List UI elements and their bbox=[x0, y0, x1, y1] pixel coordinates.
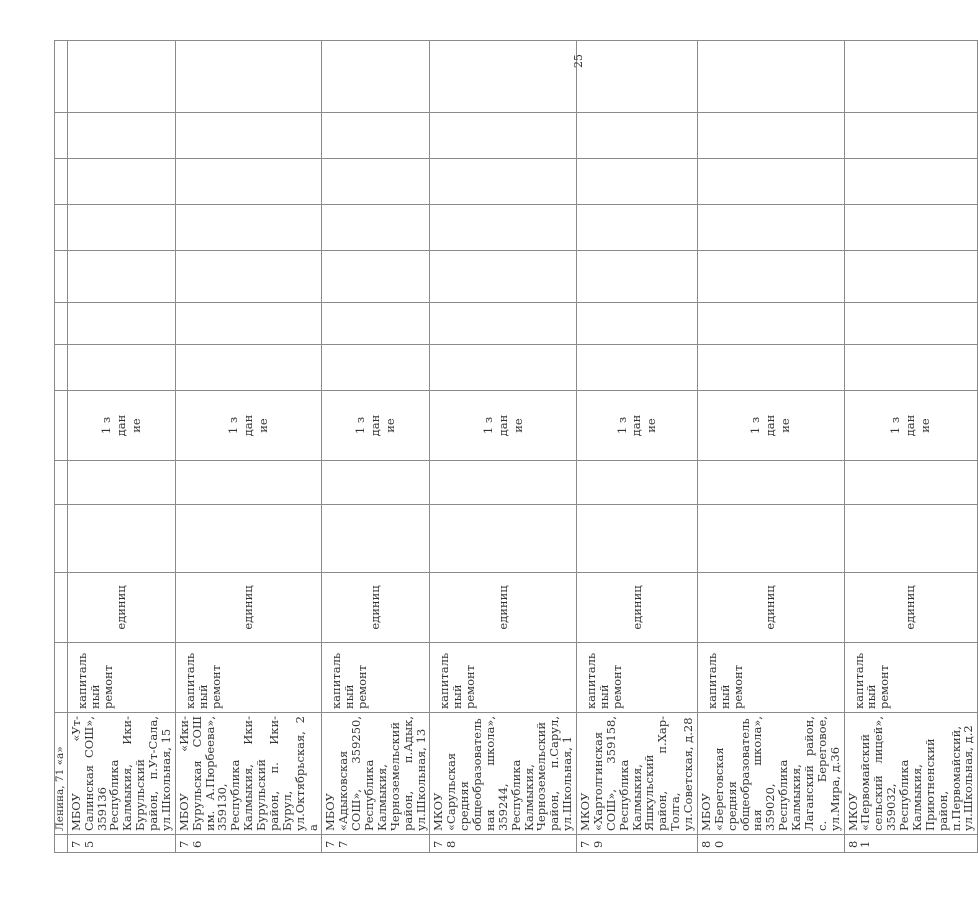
unit-of-measure: единиц bbox=[844, 573, 978, 643]
quantity-text: 1 здание bbox=[98, 414, 143, 437]
quantity bbox=[430, 391, 577, 461]
quantity bbox=[67, 391, 175, 461]
empty-cell bbox=[175, 251, 322, 303]
institution-name: МБОУ «Береговская средняя общеобразовательная школа», 359020, Республика Калмыкия, Лаганский район, с. Береговое, ул.Мира, д.36 bbox=[697, 713, 844, 835]
empty-cell bbox=[697, 159, 844, 205]
row-number: 75 bbox=[67, 835, 175, 853]
empty-cell bbox=[67, 41, 175, 113]
institution-name: МБОУ «Адыковская СОШ», 359250, Республика Калмыкия, Черноземельский район, п.Адык, ул.Школьная, 13 bbox=[322, 713, 430, 835]
table-row bbox=[430, 41, 577, 853]
empty-cell bbox=[430, 205, 577, 251]
institution-name: МБОУ «Ики-Бурульская СОШ им. А.Пюрбеева», 359130, Республика Калмыкия, Ики-Бурульский район, п. Ики-Бурул, ул.Октябрьская, 2 а bbox=[175, 713, 322, 835]
row-number: 76 bbox=[175, 835, 322, 853]
institution-name: МКОУ «Хартолгинская СОШ», 359158, Республика Калмыкия, Яшкульский район, п.Хар-Толга, ул.Советская, д.28 bbox=[577, 713, 698, 835]
empty-cell bbox=[844, 159, 978, 205]
unit-of-measure: единиц bbox=[322, 573, 430, 643]
quantity-text: 1 здание bbox=[748, 414, 793, 437]
empty-cell bbox=[175, 159, 322, 205]
empty-cell bbox=[430, 113, 577, 159]
empty-cell bbox=[697, 113, 844, 159]
table-row bbox=[577, 41, 698, 853]
empty-cell bbox=[577, 505, 698, 573]
empty-cell bbox=[844, 345, 978, 391]
empty-cell bbox=[844, 41, 978, 113]
quantity bbox=[577, 391, 698, 461]
quantity bbox=[697, 391, 844, 461]
empty-cell bbox=[577, 461, 698, 505]
work-type: капитальный ремонт bbox=[322, 643, 430, 713]
empty-cell bbox=[577, 251, 698, 303]
table-row bbox=[175, 41, 322, 853]
empty-cell bbox=[175, 303, 322, 345]
row-number: 81 bbox=[844, 835, 978, 853]
row-number: 79 bbox=[577, 835, 698, 853]
empty-cell bbox=[322, 505, 430, 573]
unit-of-measure: единиц bbox=[175, 573, 322, 643]
empty-cell bbox=[67, 205, 175, 251]
empty-cell bbox=[175, 205, 322, 251]
quantity-text: 1 здание bbox=[480, 414, 525, 437]
empty-cell bbox=[67, 159, 175, 205]
work-type: капитальный ремонт bbox=[697, 643, 844, 713]
unit-of-measure: единиц bbox=[67, 573, 175, 643]
empty-cell bbox=[697, 41, 844, 113]
empty-cell bbox=[844, 251, 978, 303]
empty-cell bbox=[322, 303, 430, 345]
quantity bbox=[175, 391, 322, 461]
empty-cell bbox=[67, 251, 175, 303]
empty-cell bbox=[577, 41, 698, 113]
empty-cell bbox=[697, 303, 844, 345]
empty-cell bbox=[322, 205, 430, 251]
empty-cell bbox=[577, 113, 698, 159]
empty-cell bbox=[577, 159, 698, 205]
empty-cell bbox=[697, 251, 844, 303]
empty-cell bbox=[844, 505, 978, 573]
empty-cell bbox=[430, 159, 577, 205]
empty-cell bbox=[175, 461, 322, 505]
empty-cell bbox=[697, 205, 844, 251]
continuation-text: Ленина, 71 «а» bbox=[55, 713, 68, 835]
work-type: капитальный ремонт bbox=[844, 643, 978, 713]
empty-cell bbox=[430, 251, 577, 303]
table-row bbox=[67, 41, 175, 853]
empty-cell bbox=[577, 303, 698, 345]
institution-name: МКОУ «Первомайский сельский лицей», 359032, Республика Калмыкия, Приютненский район, п.Первомайский, ул.Школьная, д.2 bbox=[844, 713, 978, 835]
empty-cell bbox=[844, 113, 978, 159]
work-type: капитальный ремонт bbox=[577, 643, 698, 713]
empty-cell bbox=[430, 41, 577, 113]
quantity bbox=[844, 391, 978, 461]
empty-cell bbox=[67, 505, 175, 573]
work-type: капитальный ремонт bbox=[430, 643, 577, 713]
empty-cell bbox=[430, 345, 577, 391]
rotated-table-wrapper bbox=[54, 41, 976, 853]
empty-cell bbox=[322, 251, 430, 303]
empty-cell bbox=[697, 461, 844, 505]
empty-cell bbox=[322, 345, 430, 391]
table-row bbox=[697, 41, 844, 853]
institution-name: МБОУ «Ут-Салинская СОШ», 359136 Республика Калмыкия, Ики-Бурульский район, п.Ут-Сала, ул.Школьная, 15 bbox=[67, 713, 175, 835]
empty-cell bbox=[67, 303, 175, 345]
empty-cell bbox=[67, 113, 175, 159]
quantity-text: 1 здание bbox=[226, 414, 271, 437]
page-number: 25 bbox=[572, 54, 585, 68]
quantity-text: 1 здание bbox=[353, 414, 398, 437]
continuation-row bbox=[55, 41, 68, 853]
empty-cell bbox=[322, 461, 430, 505]
table-row bbox=[844, 41, 978, 853]
empty-cell bbox=[844, 303, 978, 345]
unit-of-measure: единиц bbox=[430, 573, 577, 643]
empty-cell bbox=[697, 505, 844, 573]
empty-cell bbox=[175, 41, 322, 113]
empty-cell bbox=[322, 113, 430, 159]
empty-cell bbox=[577, 205, 698, 251]
quantity-text: 1 здание bbox=[888, 414, 933, 437]
empty-cell bbox=[67, 461, 175, 505]
quantity bbox=[322, 391, 430, 461]
empty-cell bbox=[430, 461, 577, 505]
table-row bbox=[322, 41, 430, 853]
row-number: 78 bbox=[430, 835, 577, 853]
empty-cell bbox=[430, 303, 577, 345]
unit-of-measure: единиц bbox=[697, 573, 844, 643]
empty-cell bbox=[322, 41, 430, 113]
empty-cell bbox=[577, 345, 698, 391]
empty-cell bbox=[697, 345, 844, 391]
facilities-table bbox=[54, 40, 978, 853]
empty-cell bbox=[175, 113, 322, 159]
empty-cell bbox=[175, 505, 322, 573]
unit-of-measure: единиц bbox=[577, 573, 698, 643]
empty-cell bbox=[844, 461, 978, 505]
work-type: капитальный ремонт bbox=[67, 643, 175, 713]
empty-cell bbox=[844, 205, 978, 251]
row-number: 80 bbox=[697, 835, 844, 853]
empty-cell bbox=[175, 345, 322, 391]
row-number: 77 bbox=[322, 835, 430, 853]
quantity-text: 1 здание bbox=[614, 414, 659, 437]
empty-cell bbox=[67, 345, 175, 391]
work-type: капитальный ремонт bbox=[175, 643, 322, 713]
empty-cell bbox=[322, 159, 430, 205]
institution-name: МКОУ «Сарульская средняя общеобразовательная школа», 359244, Республика Калмыкия, Черноземельский район, п.Сарул, ул.Школьная, 1 bbox=[430, 713, 577, 835]
empty-cell bbox=[430, 505, 577, 573]
